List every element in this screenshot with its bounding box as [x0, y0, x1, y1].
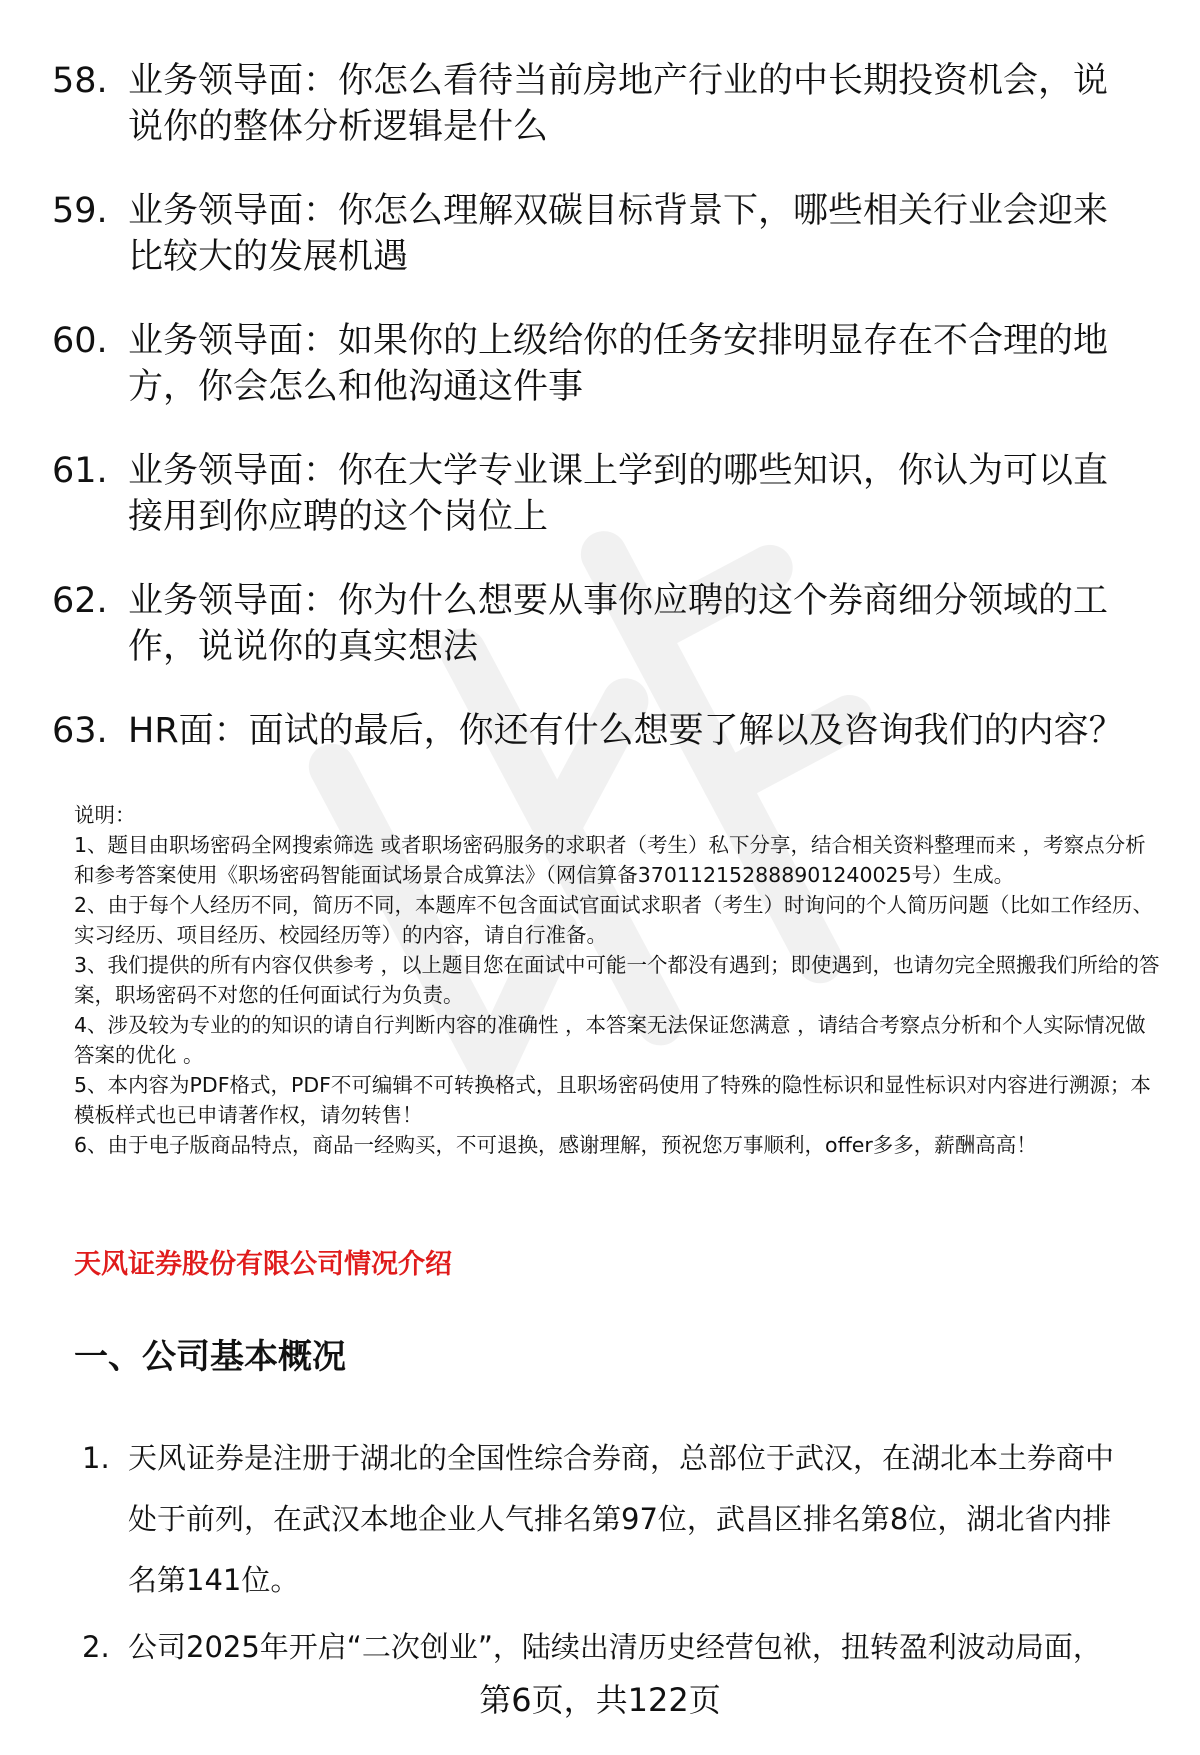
question-number: 61.: [52, 451, 108, 491]
question-item: [52, 708, 1142, 754]
notes-block: [74, 800, 1164, 1160]
question-number: 58.: [52, 61, 108, 101]
question-text: 业务领导面：你为什么想要从事你应聘的这个券商细分领域的工作，说说你的真实想法: [128, 581, 1109, 667]
overview-item-text: 天风证券是注册于湖北的全国性综合券商，总部位于武汉，在湖北本土券商中处于前列，在武汉本地企业人气排名第97位，武昌区排名第8位，湖北省内排名第141位。: [128, 1441, 1115, 1597]
overview-item-text: 公司2025年开启“二次创业”，陆续出清历史经营包袱，扭转盈利波动局面，: [128, 1630, 1102, 1664]
note-item: 5、本内容为PDF格式，PDF不可编辑不可转换格式，且职场密码使用了特殊的隐性标识和显性标识对内容进行溯源；本模板样式也已申请著作权，请勿转售！: [74, 1073, 1151, 1127]
question-number: 60.: [52, 321, 108, 361]
company-title: 天风证券股份有限公司情况介绍: [74, 1249, 452, 1280]
notes-heading: 说明：: [74, 803, 136, 827]
overview-item: [82, 1617, 1142, 1678]
question-number: 62.: [52, 581, 108, 621]
overview-item-number: 2.: [82, 1630, 110, 1664]
question-item: [52, 578, 1142, 670]
note-item: 3、我们提供的所有内容仅供参考 ，以上题目您在面试中可能一个都没有遇到；即使遇到，也请勿完全照搬我们所给的答案，职场密码不对您的任何面试行为负责。: [74, 953, 1160, 1007]
question-list: [52, 58, 1142, 792]
question-text: 业务领导面：如果你的上级给你的任务安排明显存在不合理的地方，你会怎么和他沟通这件事: [128, 321, 1109, 407]
question-text: HR面：面试的最后，你还有什么想要了解以及咨询我们的内容？: [128, 711, 1124, 751]
question-text: 业务领导面：你怎么理解双碳目标背景下，哪些相关行业会迎来比较大的发展机遇: [128, 191, 1109, 277]
question-text: 业务领导面：你在大学专业课上学到的哪些知识，你认为可以直接用到你应聘的这个岗位上: [128, 451, 1109, 537]
section-heading: 一、公司基本概况: [74, 1337, 346, 1377]
question-number: 63.: [52, 711, 108, 751]
overview-list: [82, 1428, 1142, 1684]
question-text: 业务领导面：你怎么看待当前房地产行业的中长期投资机会，说说你的整体分析逻辑是什么: [128, 61, 1109, 147]
note-item: 2、由于每个人经历不同，简历不同，本题库不包含面试官面试求职者（考生）时询问的个人简历问题（比如工作经历、实习经历、项目经历、校园经历等）的内容，请自行准备。: [74, 893, 1154, 947]
question-item: [52, 58, 1142, 150]
question-number: 59.: [52, 191, 108, 231]
page-footer: 第6页，共122页: [479, 1681, 721, 1719]
note-item: 1、题目由职场密码全网搜索筛选 或者职场密码服务的求职者（考生）私下分享，结合相关资料整理而来 ，考察点分析和参考答案使用《职场密码智能面试场景合成算法》（网信算备370112152888901240025号）生成。: [74, 833, 1146, 887]
question-item: [52, 448, 1142, 540]
note-item: 4、涉及较为专业的的知识的请自行判断内容的准确性 ，本答案无法保证您满意 ，请结合考察点分析和个人实际情况做答案的优化 。: [74, 1013, 1146, 1067]
question-item: [52, 188, 1142, 280]
overview-item: [82, 1428, 1142, 1611]
note-item: 6、由于电子版商品特点，商品一经购买，不可退换，感谢理解，预祝您万事顺利，offer多多，薪酬高高！: [74, 1133, 1037, 1157]
question-item: [52, 318, 1142, 410]
overview-item-number: 1.: [82, 1441, 110, 1475]
